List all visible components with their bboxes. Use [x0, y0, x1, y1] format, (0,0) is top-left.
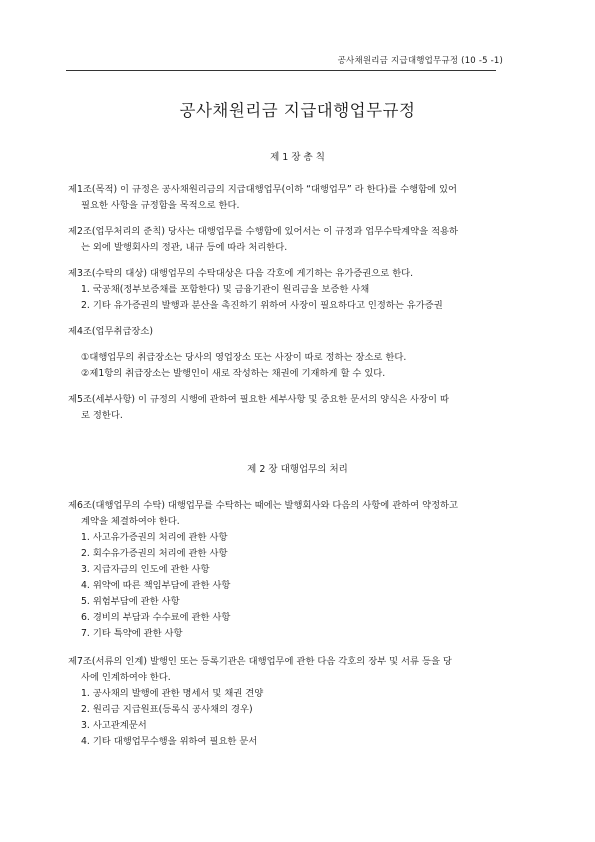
article-7-line-2: 사에 인계하여야 한다.	[81, 672, 171, 683]
article-6-item-7: 7. 기타 특약에 관한 사항	[81, 628, 183, 639]
article-4-item-1: ①대행업무의 취급장소는 당사의 영업장소 또는 사장이 따로 정하는 장소로 한다.	[81, 352, 407, 363]
chapter-2-heading: 제 2 장 대행업무의 처리	[247, 464, 348, 475]
article-3-item-2: 2. 기타 유가증권의 발행과 분산을 촉진하기 위하여 사장이 필요하다고 인정하는 유가증권	[81, 300, 443, 311]
article-5-line-2: 로 정한다.	[81, 410, 123, 421]
article-3-item-1: 1. 국공채(정부보증채를 포함한다) 및 금융기관이 원리금을 보증한 사채	[81, 284, 370, 295]
article-7-item-4: 4. 기타 대행업무수행을 위하여 필요한 문서	[81, 736, 258, 747]
article-6-item-5: 5. 위험부담에 관한 사항	[81, 596, 180, 607]
article-2-line-2: 는 외에 발행회사의 정관, 내규 등에 따라 처리한다.	[81, 242, 288, 253]
article-4-line-1: 제4조(업무취급장소)	[68, 326, 154, 337]
article-6-item-3: 3. 지급자금의 인도에 관한 사항	[81, 564, 210, 575]
article-3-line-1: 제3조(수탁의 대상) 대행업무의 수탁대상은 다음 각호에 게기하는 유가증권으로 한다.	[68, 268, 414, 279]
article-7-item-3: 3. 사고관계문서	[81, 720, 147, 731]
article-1-line-1: 제1조(목적) 이 규정은 공사채원리금의 지급대행업무(이하 “대행업무” 라 한다)를 수행함에 있어	[68, 184, 457, 195]
article-7-item-1: 1. 공사채의 발행에 관한 명세서 및 채권 견양	[81, 688, 264, 699]
header-divider	[66, 70, 496, 71]
article-2-line-1: 제2조(업무처리의 준칙) 당사는 대행업무를 수행함에 있어서는 이 규정과 업무수탁계약을 적용하	[68, 226, 459, 237]
article-1-line-2: 필요한 사항을 규정함을 목적으로 한다.	[81, 200, 240, 211]
running-header: 공사채원리금 지급대행업무규정 (10 -5 -1)	[337, 56, 503, 66]
article-6-item-2: 2. 회수유가증권의 처리에 관한 사항	[81, 548, 228, 559]
article-6-item-4: 4. 위약에 따른 책임부담에 관한 사항	[81, 580, 231, 591]
chapter-1-heading: 제 1 장 총 칙	[270, 152, 325, 163]
article-6-line-2: 계약을 체결하여야 한다.	[81, 516, 180, 527]
article-6-item-6: 6. 경비의 부담과 수수료에 관한 사항	[81, 612, 231, 623]
article-6-line-1: 제6조(대행업무의 수탁) 대행업무를 수탁하는 때에는 발행회사와 다음의 사항에 관하여 약정하고	[68, 500, 459, 511]
document-title: 공사채원리금 지급대행업무규정	[179, 101, 416, 120]
article-6-item-1: 1. 사고유가증권의 처리에 관한 사항	[81, 532, 228, 543]
article-7-line-1: 제7조(서류의 인계) 발행인 또는 등록기관은 대행업무에 관한 다음 각호의 장부 및 서류 등을 당	[68, 656, 452, 667]
article-7-item-2: 2. 원리금 지급원표(등록식 공사채의 경우)	[81, 704, 253, 715]
article-4-item-2: ②제1항의 취급장소는 발행인이 새로 작성하는 채권에 기재하게 할 수 있다.	[81, 368, 386, 379]
article-5-line-1: 제5조(세부사항) 이 규정의 시행에 관하여 필요한 세부사항 및 중요한 문서의 양식은 사장이 따	[68, 394, 449, 405]
